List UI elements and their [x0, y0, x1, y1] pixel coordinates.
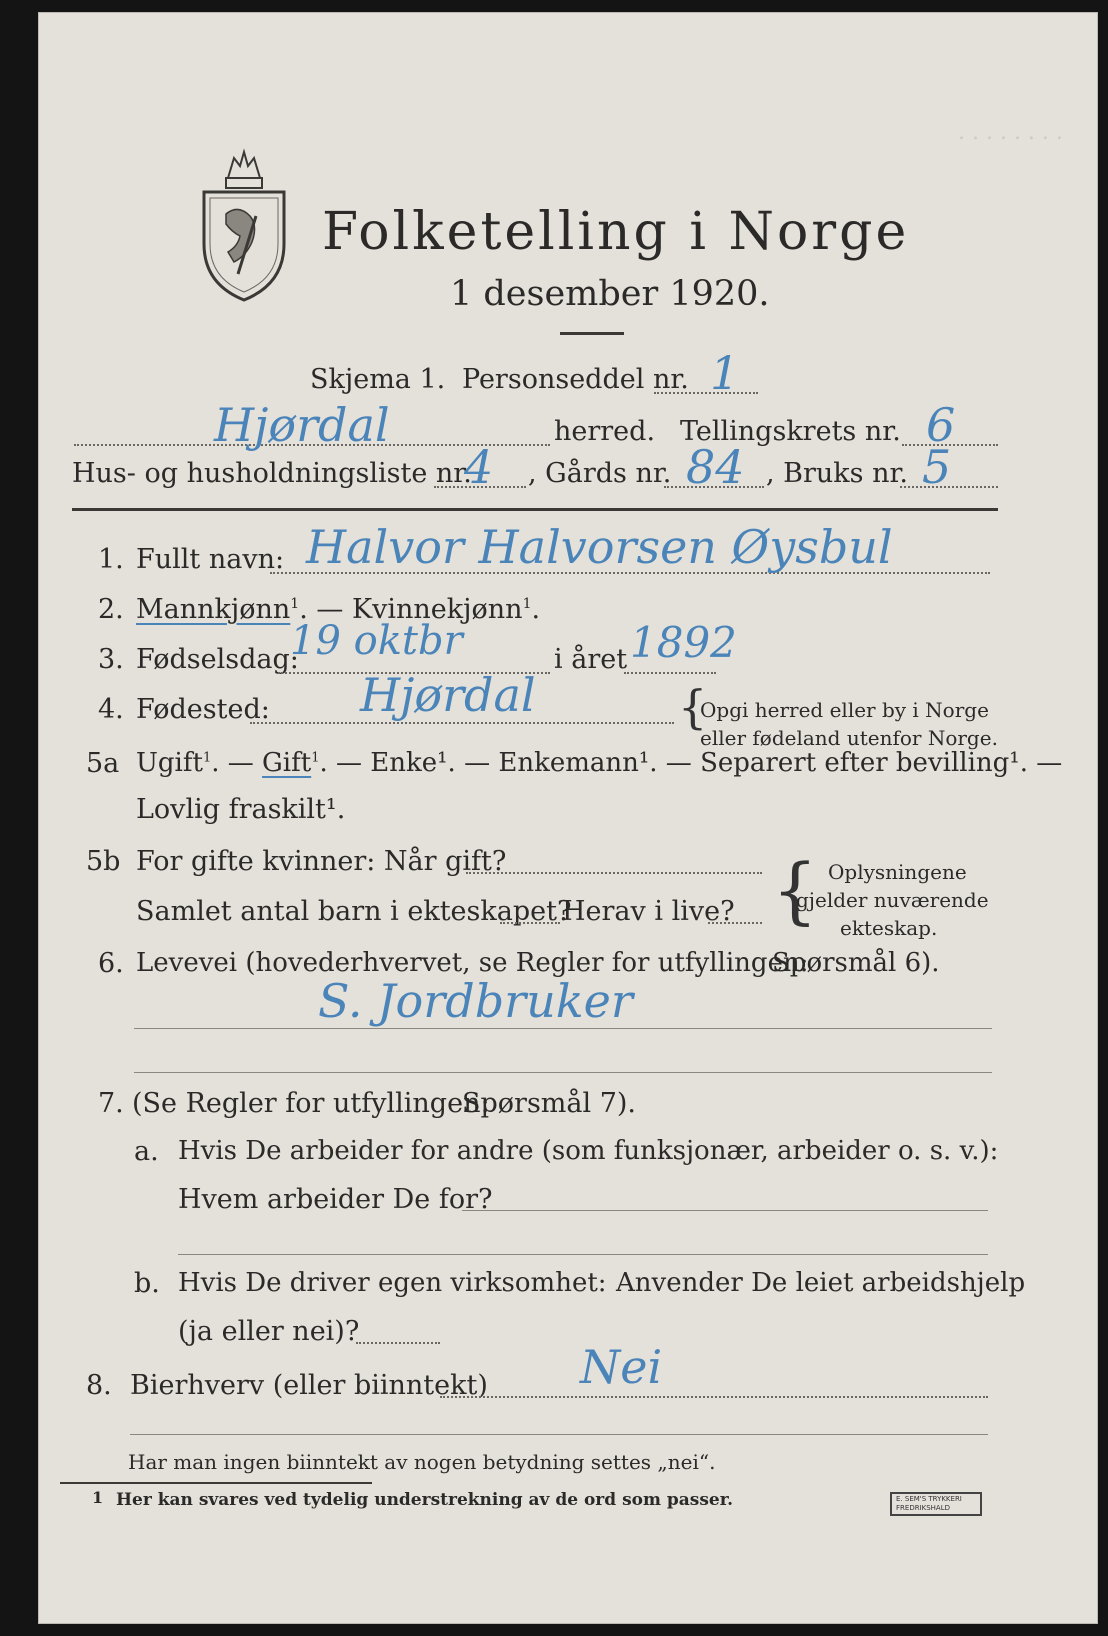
full-name-value: Halvor Halvorsen Øysbul: [306, 520, 893, 574]
q5a-options: Ugift$^1$. — Gift$^1$. — Enke¹. — Enkemann¹. — Separert efter bevilling¹. —: [136, 748, 1063, 778]
husholdning-label: Hus- og husholdningsliste nr.: [72, 458, 472, 489]
option-ugift[interactable]: Ugift: [136, 748, 203, 778]
footnote-divider: [60, 1482, 372, 1484]
personseddel-value: 1: [710, 346, 740, 400]
q3-number: 3.: [98, 644, 124, 675]
q4-brace: {: [678, 680, 708, 734]
q5a-other-options[interactable]: . — Enke¹. — Enkemann¹. — Separert efter bevilling¹. —: [319, 748, 1063, 778]
q5a-line2[interactable]: Lovlig fraskilt¹.: [136, 794, 346, 825]
q7-number: 7.: [98, 1088, 124, 1119]
q6-label: Levevei (hovederhvervet, se Regler for utfyllingen:: [136, 948, 809, 978]
birthplace-field[interactable]: [250, 722, 674, 724]
q5b-note-line3: ekteskap.: [840, 916, 938, 940]
q3-label: Fødselsdag:: [136, 644, 299, 675]
footnote-mark: 1: [92, 1488, 104, 1507]
children-alive-field[interactable]: [708, 922, 762, 924]
q2-options: Mannkjønn$^1$. — Kvinnekjønn$^1$.: [136, 594, 541, 625]
q2-end: .: [531, 594, 541, 625]
q2-separator: . —: [299, 594, 352, 625]
occupation-line2[interactable]: [134, 1072, 992, 1073]
q4-note-line2: eller fødeland utenfor Norge.: [700, 726, 998, 750]
norway-coat-of-arms-icon: [198, 144, 290, 304]
q5b-label: For gifte kvinner: Når gift?: [136, 846, 507, 877]
form-title: Folketelling i Norge: [322, 202, 910, 262]
side-income-field[interactable]: [440, 1396, 988, 1398]
q5b-children-label: Samlet antal barn i ekteskapet?: [136, 896, 572, 927]
bruks-value: 5: [922, 440, 952, 494]
title-divider: [560, 332, 624, 335]
q7b-text: Hvis De driver egen virksomhet:: [178, 1268, 607, 1298]
gards-label: , Gårds nr.: [528, 458, 672, 489]
q4-note-line1: Opgi herred eller by i Norge: [700, 698, 989, 722]
q8-note: Har man ingen biinntekt av nogen betydning settes „nei“.: [128, 1450, 716, 1474]
birth-year-value: 1892: [630, 618, 737, 667]
printer-stamp: E. SEM'S TRYKKERI FREDRIKSHALD: [890, 1492, 982, 1516]
employer-field[interactable]: [462, 1210, 988, 1211]
q5b-number: 5b: [86, 846, 121, 877]
option-mannkjonn[interactable]: Mannkjønn: [136, 594, 291, 625]
option-gift[interactable]: Gift: [262, 748, 312, 778]
q7b-text2: Anvender De leiet arbeidshjelp: [616, 1268, 1026, 1298]
birth-year-field[interactable]: [624, 672, 716, 674]
q4-number: 4.: [98, 694, 124, 725]
q7b-question: (ja eller nei)?: [178, 1316, 360, 1347]
q1-number: 1.: [98, 544, 124, 575]
section-divider: [72, 508, 998, 511]
herred-label: herred.: [554, 416, 656, 447]
personseddel-label: Personseddel nr.: [462, 364, 689, 395]
q7-ref: Spørsmål 7).: [462, 1088, 637, 1119]
q7a-letter: a.: [134, 1136, 159, 1167]
skjema-label: Skjema 1.: [310, 364, 446, 395]
q5b-note-line2: gjelder nuværende: [796, 888, 989, 912]
q5b-alive-label: Herav i live?: [562, 896, 735, 927]
husholdning-value: 4: [464, 440, 494, 494]
q1-label: Fullt navn:: [136, 544, 285, 575]
q5b-note-line1: Oplysningene: [828, 860, 967, 884]
q7b-letter: b.: [134, 1268, 160, 1299]
census-form-sheet: [38, 12, 1098, 1624]
q7a-question: Hvem arbeider De for?: [178, 1184, 493, 1215]
herred-value: Hjørdal: [214, 398, 390, 452]
footnote-text: Her kan svares ved tydelig understrekning av de ord som passer.: [116, 1490, 734, 1510]
birthday-value: 19 oktbr: [290, 618, 463, 664]
tellingskrets-value: 6: [926, 398, 956, 452]
bleed-through-text: . . . . . . . .: [958, 120, 1063, 145]
q4-label: Fødested:: [136, 694, 270, 725]
personseddel-field[interactable]: [654, 392, 758, 394]
q8-label: Bierhverv (eller biinntekt): [130, 1370, 488, 1401]
gards-value: 84: [686, 440, 745, 494]
tellingskrets-label: Tellingskrets nr.: [680, 416, 901, 447]
side-income-line2[interactable]: [130, 1434, 988, 1435]
q3-year-label: i året: [554, 644, 628, 675]
bruks-label: , Bruks nr.: [766, 458, 909, 489]
side-income-value: Nei: [580, 1340, 663, 1394]
q6-ref: Spørsmål 6).: [772, 948, 940, 978]
birthplace-value: Hjørdal: [360, 668, 536, 722]
occupation-value: S. Jordbruker: [318, 974, 633, 1028]
q7a-text: Hvis De arbeider for andre (som funksjonær, arbeider o. s. v.):: [178, 1136, 999, 1166]
q5b-brace: {: [772, 848, 818, 932]
hired-help-field[interactable]: [356, 1342, 440, 1344]
children-count-field[interactable]: [500, 922, 560, 924]
q6-number: 6.: [98, 948, 124, 979]
employer-line2[interactable]: [178, 1254, 988, 1255]
q7-label: (Se Regler for utfyllingen:: [132, 1088, 490, 1119]
q2-number: 2.: [98, 594, 124, 625]
occupation-line1[interactable]: [134, 1028, 992, 1029]
q5a-number: 5a: [86, 748, 120, 779]
q8-number: 8.: [86, 1370, 112, 1401]
married-when-field[interactable]: [466, 872, 762, 874]
option-kvinnekjonn[interactable]: Kvinnekjønn: [351, 594, 523, 625]
form-date: 1 desember 1920.: [450, 274, 770, 314]
